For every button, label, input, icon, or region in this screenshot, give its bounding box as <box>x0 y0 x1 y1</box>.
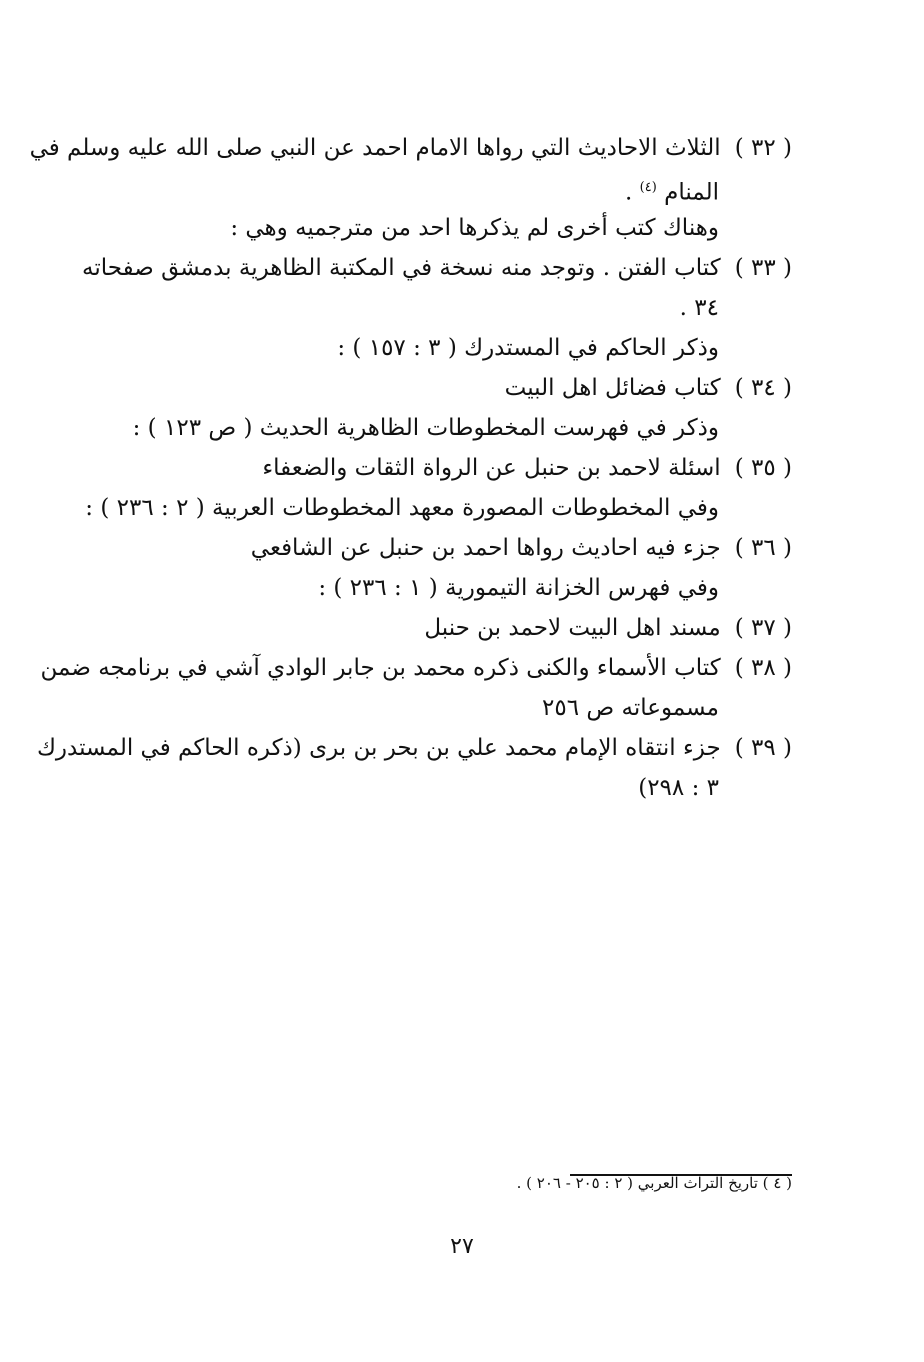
entry-title-cont: ٣ : ٢٩٨) <box>638 775 719 801</box>
note-zahiriyya <box>133 410 719 446</box>
entry-number: ( ٣٦ ) <box>734 535 792 561</box>
entry-38 <box>41 650 792 686</box>
entry-number: ( ٣٩ ) <box>734 735 792 761</box>
entry-title: الثلاث الاحاديث التي رواها الامام احمد عن النبي صلى الله عليه وسلم في <box>29 135 721 161</box>
footnote-marker: (٤) <box>639 180 657 195</box>
note-text: وهناك كتب أخرى لم يذكرها احد من مترجميه وهي : <box>230 215 719 241</box>
entry-number: ( ٣٨ ) <box>734 655 792 681</box>
entry-35 <box>262 450 792 486</box>
entry-title: جزء انتقاه الإمام محمد علي بن بحر بن برى (ذكره الحاكم في المستدرك <box>36 735 721 761</box>
note-taymuriyya <box>318 570 719 606</box>
entry-38-continuation <box>542 690 719 726</box>
footnote: ( ٤ ) تاريخ التراث العربي ( ٢ : ٢٠٥ - ٢٠٦ ) . <box>516 1174 792 1192</box>
entry-39-continuation <box>638 770 719 806</box>
entry-39 <box>37 730 792 766</box>
entry-number: ( ٣٣ ) <box>734 255 792 281</box>
entry-title-cont: المنام <box>664 179 719 206</box>
entry-32-continuation <box>625 170 719 211</box>
entry-title-cont: ٣٤ . <box>679 295 719 321</box>
entry-title: اسئلة لاحمد بن حنبل عن الرواة الثقات والضعفاء <box>262 455 721 481</box>
entry-title: كتاب الفتن . وتوجد منه نسخة في المكتبة الظاهرية بدمشق صفحاته <box>82 255 721 281</box>
note-arab-manuscripts <box>85 490 719 526</box>
entry-33 <box>82 250 792 286</box>
entry-tail: . <box>625 179 633 206</box>
entry-title: مسند اهل البيت لاحمد بن حنبل <box>424 615 721 641</box>
entry-number: ( ٣٧ ) <box>734 615 792 641</box>
entry-33-continuation <box>680 290 719 326</box>
note-text: وفي المخطوطات المصورة معهد المخطوطات العربية ( ٢ : ٢٣٦ ) : <box>85 495 719 521</box>
entry-title: كتاب الأسماء والكنى ذكره محمد بن جابر الوادي آشي في برنامجه ضمن <box>40 655 721 681</box>
entry-title: كتاب فضائل اهل البيت <box>504 375 721 401</box>
note-text: وذكر الحاكم في المستدرك ( ٣ : ١٥٧ ) : <box>337 335 719 361</box>
entry-number: ( ٣٤ ) <box>734 375 792 401</box>
note-other-books <box>230 210 719 246</box>
note-hakim <box>337 330 719 366</box>
entry-number: ( ٣٥ ) <box>734 455 792 481</box>
entry-37 <box>424 610 792 646</box>
entry-32 <box>30 130 792 166</box>
entry-title-cont: مسموعاته ص ٢٥٦ <box>542 695 719 721</box>
note-text: وذكر في فهرست المخطوطات الظاهرية الحديث ( ص ١٢٣ ) : <box>132 415 719 441</box>
note-text: وفي فهرس الخزانة التيمورية ( ١ : ٢٣٦ ) : <box>318 575 719 601</box>
page-number: ٢٧ <box>450 1234 474 1259</box>
entry-title: جزء فيه احاديث رواها احمد بن حنبل عن الشافعي <box>250 535 721 561</box>
entry-36 <box>251 530 792 566</box>
entry-34 <box>505 370 792 406</box>
entry-number: ( ٣٢ ) <box>734 135 792 161</box>
